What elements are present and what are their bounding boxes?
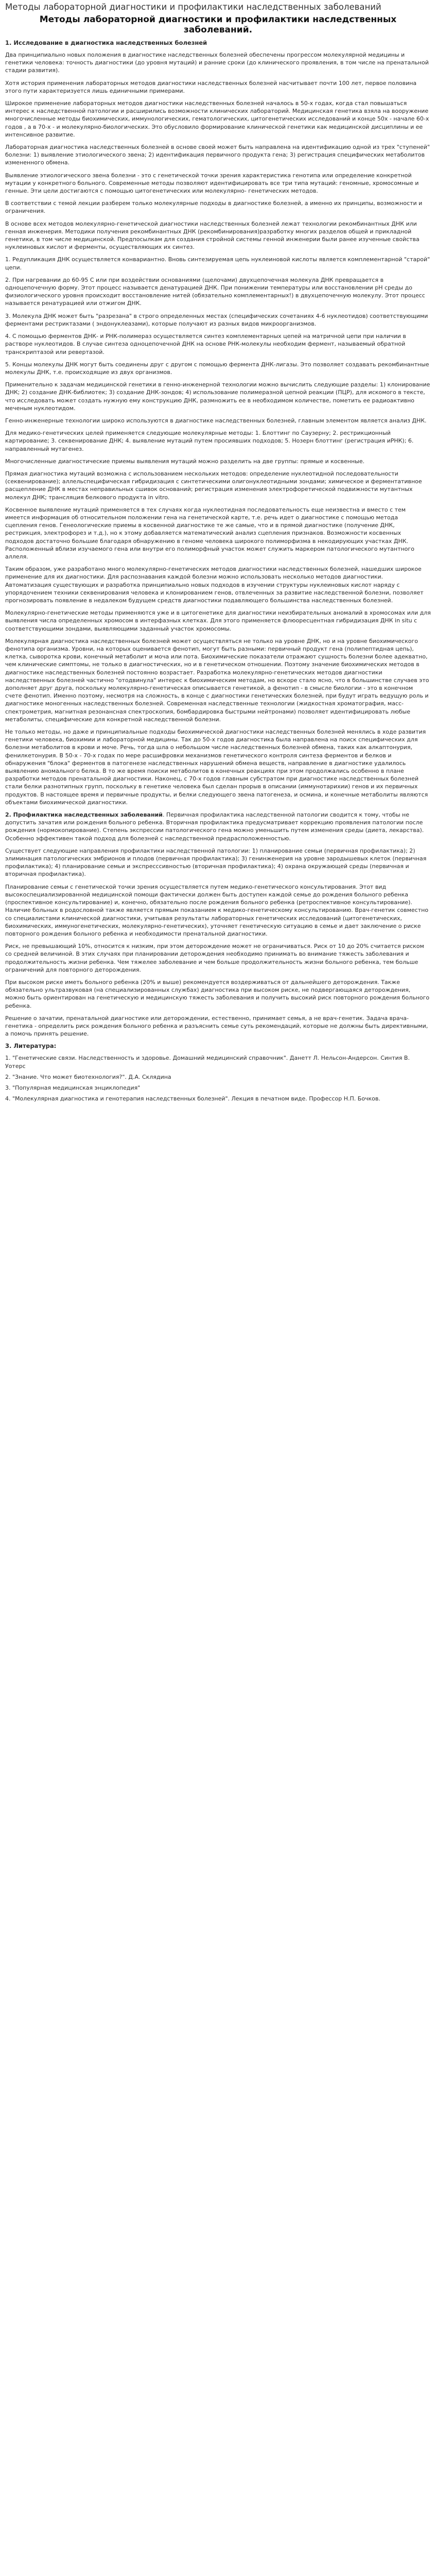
section-title: 2. Профилактика наследственных заболеваний [5, 811, 163, 819]
paragraph: Прямая диагностика мутаций возможна с использованием нескольких методов: определение нуклеотидной последовательности (секвенирование); аллельспецифическая гибридизация с синтетическими олигонуклеотидными зондами; химическое и ферментативное расщепление ДНК в местах неправильных сшивок оснований; регистрация изменения электрофоретической подвижности мутантных молекул ДНК; трансляция белкового продукта in vitro. [5, 470, 422, 501]
paragraph: Многочисленные диагностические приемы выявления мутаций можно разделить на две группы: прямые и косвенные. [5, 457, 365, 465]
paragraph: Для медико-генетических целей применяется следующие молекулярные методы: 1. Блоттинг по Саузерну; 2. рестрикционный картирование; 3. секвенирование ДНК; 4. выявление мутаций путем просиявших подходов; 5. Нозерн блоттинг (регистрация иРНК); 6. направленный мутагенез. [5, 430, 414, 452]
paragraph: Планирование семьи с генетической точки зрения осуществляется путем медико-генетического консультирования. Этот вид высокоспециализированной медицинской помощи фактически должен быть доступен каждой семье до рождения больного ребенка (проспективное консультирование) и, конечно, обязательно после рождения больного ребенка (ретроспективное консультирование). Наличие больных в родословной также является прямым показанием к медико-генетическому консультированию. Врач-генетик совместно со специалистами клинической диагностики, учитывая результаты лабораторных генетических исследований (цитогенетических, биохимических, иммуногенетических, молекулярно-генетических), уточняет генетическую ситуацию в семье и дает заключение о риске повторного рождения больного ребенка и необходимости пренатальной диагностики. [5, 883, 429, 937]
paragraph: При высоком риске иметь больного ребенка (20% и выше) рекомендуется воздерживаться от дальнейшего деторождения. Также обязательно ультразвуковая (на специализированных службах) диагностика при высоком риске, не подвергающаяся деторождения, можно быть ориентирован на генетическую и медицинскую тяжесть заболевания и получить высокий риск повторного рождения больного ребенка. [5, 978, 430, 1009]
paragraph: Применительно к задачам медицинской генетики в генно-инженерной технологии можно вычислить следующие разделы: 1) клонирование ДНК; 2) создание ДНК-библиотек; 3) создание ДНК-зондов; 4) использование полимеразной цепной реакции (ПЦР), для искомого в тексте, что исследовать может создать нужную ему конструкцию ДНК, размножить ее в необходимом количестве, пометить ее радиоактивно меченым нуклеотидом. [5, 381, 430, 412]
bibliography-item: 1. "Генетические связи. Наследственность и здоровье. Домашний медицинский справочник". Данетт Л. Нельсон-Андерсон. Синтия В. Уотерс [5, 1055, 410, 1070]
bibliography-item: 2. "Знание. Что может биотехнология?". Д.А. Склядина [5, 1073, 171, 1080]
paragraph: Хотя история применения лабораторных методов диагностики наследственных болезней насчитывает почти 100 лет, первое половина этого пути характеризуется лишь единичными примерами. [5, 79, 417, 94]
paragraph: Молекулярная диагностика наследственных болезней может осуществляться не только на уровне ДНК, но и на уровне биохимического фенотипа организма. Уровни, на которых оценивается фенотип, могут быть разными: первичный продукт гена (полипептидная цепь), клетка, сыворотка крови, конечный метаболит и моча или пота. Биохимические показатели отражают сущность болезни более адекватно, чем клинические симптомы, не только в диагностических, но и в генетическом отношении. Поэтому значение биохимических методов в диагностике наследственных болезней постоянно возрастает. Разработка молекулярно-генетических методов диагностики наследственных болезней частично "отодвинула" интерес к биохимическим методам, но вскоре стало ясно, что в большинстве случаев это дополняет друг друга, поскольку молекулярно-генетическая описывается генетикой, а фенотип - в смысле биологии - это в конечном счете фенотип. Именно поэтому, несмотря на сложность, в конце с диагностики генетических болезней, при будут играть ведущую роль и диагностике моногенных наследственных болезней. Современная наследственные технологии (жидкостная хроматография, масс-спектрометрия, магнитная резонансная спектроскопия, бомбардировка быстрыми нейтронами) позволяет идентифицировать любые метаболиты, специфические для конкретной наследственной болезни. [5, 637, 429, 723]
paragraph: Лабораторная диагностика наследственных болезней в основе своей может быть направлена на идентификацию одной из трех "ступеней" болезни: 1) выявление этиологического звена; 2) идентификация первичного продукта гена; 3) регистрация специфических метаболитов измененного обмена. [5, 144, 430, 166]
inline-separator: . [162, 811, 166, 819]
paragraph: Молекулярно-генетические методы применяются уже и в цитогенетике для диагностики неизбирательных аномалий в хромосомах или для выявления числа определенных хромосом в интерфазных клетках. Для этого применяется флюоресцентная гибридизация ДНК in situ с соответствующими зондами, выявляющими заданный участок хромосомы. [5, 609, 431, 632]
paragraph: 4. С помощью ферментов ДНК- и РНК-полимераз осуществляется синтез комплементарных цепей на матричной цепи при наличии в растворе нуклеотидов. В случае синтеза одноцепочечной ДНК на основе РНК-молекулы необходим фермент, называемый обратной транскриптазой или ревертазой. [5, 333, 406, 355]
paragraph: Широкое применение лабораторных методов диагностики наследственных болезней началось в 50-х годах, когда стал повышаться интерес к наследственной патологии и расширились возможности клинических лабораторий. Медицинская генетика взяла на вооружение многочисленные методы биохимических, иммунологических, гематологических, цитогенетических исследований и конце 50х - начале 60-х годов , а в 70-х - и молекулярно-биологических. Это обусловило формирование клинической генетики как медицинской дисциплины и ее интенсивное развитие. [5, 100, 429, 138]
paragraph: Риск, не превышающий 10%, относится к низким, при этом деторождение может не ограничиваться. Риск от 10 до 20% считается риском со средней величиной. В этих случаях при планировании деторождения необходимо принимать во внимание тяжесть заболевания и продолжительность жизни ребенка. Чем тяжелее заболевание и чем больше продолжительность жизни больного ребенка, тем больше ограничений для повторного деторождения. [5, 943, 424, 973]
paragraph: Не только методы, но даже и принципиальные подходы биохимической диагностики наследственных болезней менялись в ходе развития генетики человека, биохимии и лабораторной медицины. Так до 50-х годов диагностика была направлена на поиск специфических для болезни метаболитов в крови и моче. Речь, тогда шла о небольшом числе наследственных болезней обмена, таких как алкаптонурия, фенилкетонурия. В 50-х - 70-х годах по мере расшифровки механизмов генетического контроля синтеза ферментов и белков и обнаружения "блока" ферментов в патогенезе наследственных нарушений обмена веществ, направление в диагностике удалилось выявлению аномального белка. В то же время поиски метаболитов в конечных реакциях при этом продолжались особенно в плане разработки методов пренатальной диагностики. Наконец, с 70-х годов главным субстратом при диагностике наследственных болезней стали белки разнотипных групп, поскольку в генетике человека был сделан прорыв в описании (иммунотарихии) генов и их первичных продуктов. В настоящее время и первичные продукты, и белки следующего звена патогенеза, и осмина, и конечные метаболиты являются объектами биохимической диагностики. [5, 728, 428, 806]
section-title: 1. Исследование в диагностика наследственных болезней [5, 39, 207, 46]
section-body [5, 51, 431, 806]
paragraph: 3. Молекула ДНК может быть "разрезана" в строго определенных местах (специфических сочетаниях 4-6 нуклеотидов) соответствующими ферментами рестриктазами ( эндонуклеазами), которые получают из разных видов микроорганизмов. [5, 312, 428, 327]
section-body [5, 847, 431, 1038]
paragraph: Таким образом, уже разработано много молекулярно-генетических методов диагностики наследственных болезней, нашедших широкое применение для их диагностики. Для распознавания каждой болезни можно использовать несколько методов диагностики. Автоматизация существующих и разработка принципиально новых подходов в изучении структуры нуклеиновых кислот наряду с упорядочением техники секвенирования человека и клонированием генов, отвлеченных за развитие наследственной болезни, позволяет прогнозировать появление в недалеком будущем средств диагностики подавляющего большинства наследственных болезней. [5, 566, 424, 604]
document-page [0, 0, 436, 1116]
document-title: Методы лабораторной диагностики и профилактики наследственных заболеваний [5, 2, 381, 12]
paragraph: Косвенное выявление мутаций применяется в тех случаях когда нуклеотидная последовательность еще неизвестна и вместо с тем имеется информация об относительном положении гена на генетической карте, т.е. речь идет о диагностике с помощью метода сцепления генов. Генеологические приемы в косвенной диагностике те же самые, что и в прямой диагностике (получение ДНК, рестрикция, электрофорез и т.д.), но к этому добавляется математический анализ сцепления признаков. Возможности косвенных подходов достаточно большие благодаря обнаружению в геноме человека широкого полиморфизма в некодирующих участках ДНК. Расположенный вблизи изучаемого гена или внутри его полиморфный участок может служить маркером патологического мутантного аллеля. [5, 506, 414, 560]
section-prevention [5, 811, 431, 1038]
paragraph: Генно-инженерные технологии широко используются в диагностике наследственных болезней, главным элементом является анализ ДНК. [5, 417, 427, 424]
paragraph: 2. При нагревании до 60-95 С или при воздействии основаниями (щелочами) двухцепочечная молекула ДНК превращается в одноцепочечную форму. Этот процесс называется денатурацией ДНК. При понижении температуры или восстановлении pH среды до физиологического уровня происходит восстановление нитей (обязательно комплементарных!) в двухцепочечную молекулу. Этот процесс называется ренатурацией или отжигом ДНК. [5, 276, 425, 307]
document-heading: Методы лабораторной диагностики и профилактики наследственных заболеваний. [39, 14, 397, 35]
paragraph: 1. Редупликация ДНК осуществляется конвариантно. Вновь синтезируемая цепь нуклеиновой кислоты является комплементарной "старой" цепи. [5, 256, 430, 271]
paragraph: 5. Концы молекулы ДНК могут быть соединены друг с другом с помощью фермента ДНК-лигазы. Это позволяет создавать рекомбинантные молекулы ДНК, т.е. происходящие из двух организмов. [5, 361, 429, 376]
section-diagnostics [5, 39, 431, 806]
section-literature [5, 1042, 431, 1103]
paragraph: Выявление этиологического звена болезни - это с генетической точки зрения характеристика генотипа или определение конкретной мутации у конкретного больного. Современные методы позволяют идентифицировать все три типа мутаций: геномные, хромосомные и генные. Эти цели достигаются с помощью цитогенетических или молекулярно- генетических методов. [5, 172, 419, 195]
paragraph-text: Первичная профилактика наследственной патологии сводится к тому, чтобы не допустить зачатия или рождения больного ребенка. Вторичная профилактика предусматривает коррекцию проявления патологии после рождения (нормокопирование). Степень экспрессии патологического гена можно уменьшить путем изменения среды (диета, лекарства). Особенно эффективен такой подход для болезней с наследственной предрасположенностью. [5, 811, 424, 842]
section-title: 3. Литература: [5, 1042, 57, 1050]
bibliography-item: 3. "Популярная медицинская энциклопедия" [5, 1084, 141, 1091]
paragraph: В соответствии с темой лекции разберем только молекулярные подходы в диагностике болезней, а именно их принципы, возможности и ограничения. [5, 200, 423, 215]
paragraph: Два принципиально новых положения в диагностике наследственных болезней обеспечены прогрессом молекулярной медицины и генетики человека: точность диагностики (до уровня мутаций) и ранние сроки (до клинического проявления, в том числе на пренатальной стадии развития). [5, 52, 429, 74]
prevention-intro-paragraph [5, 811, 431, 842]
paragraph: Решение о зачатии, пренатальной диагностике или деторождении, естественно, принимает семья, а не врач-генетик. Задача врача-генетика - определить риск рождения больного ребенка и разъяснить семье суть рекомендаций, которые не должны быть директивными, а помочь принять решение. [5, 1014, 428, 1038]
paragraph: Существует следующие направления профилактики наследственной патологии: 1) планирование семьи (первичная профилактика); 2) элиминация патологических эмбрионов и плодов (первичная профилактика); 3) генинженерия на уровне зародышевых клеток (первичная профилактика); 4) планирование семьи и экспресссивностью (вторичная профилактика); 4) охрана окружающей среды (первичная и вторичная профилактика). [5, 847, 427, 878]
paragraph: В основе всех методов молекулярно-генетической диагностики наследственных болезней лежат технологии рекомбинантных ДНК или генная инженерия. Методики получения рекомбинантных ДНК (рекомбинирования)разработку многих разделов общей и прикладной генетики, в том числе медицинской. Предпосылкам для создания стройной системы генной инженерии были ранее изученные свойства нуклеиновых кислот и ферменты, осуществляющих их синтез. [5, 220, 420, 251]
bibliography-item: 4. "Молекулярная диагностика и генотерапия наследственных болезней". Лекция в печатном виде. Профессор Н.П. Бочков. [5, 1095, 380, 1103]
bibliography-list [5, 1054, 431, 1103]
